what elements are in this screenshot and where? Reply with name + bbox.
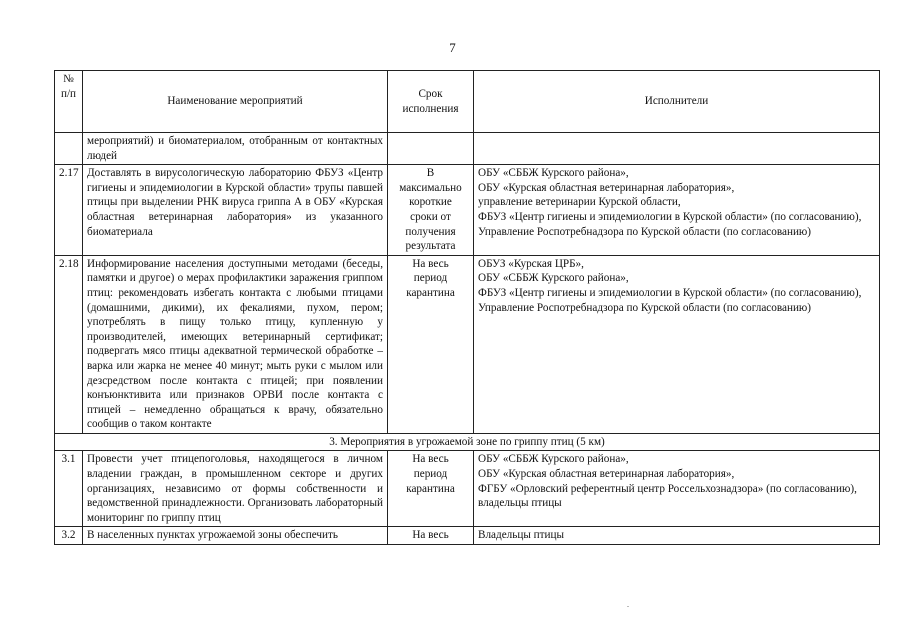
measure-name: Информирование населения доступными методами (беседы, памятки и другое) о мерах профилактики заражения гриппом птиц: рекомендовать избегать контакта с любыми птицами (домашними, дикими), их фекалиями, пухом, пером; употреблять в пищу только птицу, купленную у производителей, имеющих ветеринарный сертификат; подвергать мясо птицы адекватной термической обработке – варка или жарка не менее 40 минут; мыть руки с мылом или дезсредством после контакта с птицей; при появлении конъюнктивита или признаков ОРВИ после контакта с птицей – немедленно обращаться к врачу, обязательно сообщив о таком контакте [83,255,388,433]
executor-line: ОБУ «Курская областная ветеринарная лаборатория», [478,468,735,481]
executor-line: ОБУ «СББЖ Курского района», [478,167,629,180]
executors [474,255,880,433]
execution-term [388,451,474,527]
executor-line: ФБУЗ «Центр гигиены и эпидемиологии в Курской области» (по согласованию), [478,286,862,299]
table-row [55,165,880,256]
executors [474,527,880,545]
section-row [55,433,880,451]
row-number: 3.1 [55,451,83,527]
executors [474,133,880,165]
scan-speck [627,606,629,607]
measure-name: В населенных пунктах угрожаемой зоны обеспечить [83,527,388,545]
executor-line: ОБУЗ «Курская ЦРБ», [478,257,584,270]
table-row [55,133,880,165]
measure-name: мероприятий) и биоматериалом, отобранным от контактных людей [83,133,388,165]
header-num: № п/п [55,71,83,133]
executors [474,165,880,256]
header-executors: Исполнители [474,71,880,133]
table-row [55,451,880,527]
row-number: 2.18 [55,255,83,433]
term-line: карантина [406,482,455,495]
term-line: сроки от [410,210,451,223]
executor-line: ФГБУ «Орловский референтный центр Россельхознадзора» (по согласованию), [478,482,857,495]
execution-term [388,255,474,433]
header-term: Срок исполнения [388,71,474,133]
executor-line: владельцы птицы [478,497,562,510]
executor-line: Управление Роспотребнадзора по Курской области (по согласованию) [478,225,812,238]
measure-name: Провести учет птицепоголовья, находящегося в личном владении граждан, в промышленном секторе и других организациях, независимо от формы собственности и ведомственной принадлежности. Организовать лабораторный мониторинг по гриппу птиц [83,451,388,527]
term-line: период [413,468,448,481]
table-row [55,527,880,545]
row-number: 2.17 [55,165,83,256]
section-title: 3. Мероприятия в угрожаемой зоне по гриппу птиц (5 км) [55,433,880,451]
term-line: В [426,167,435,180]
executor-line: Владельцы птицы [478,529,565,542]
execution-term [388,527,474,545]
table-row [55,255,880,433]
executor-line: ОБУ «СББЖ Курского района», [478,272,629,285]
execution-term [388,133,474,165]
term-line: максимально [399,181,462,194]
executor-line: ОБУ «СББЖ Курского района», [478,453,629,466]
header-name: Наименование мероприятий [83,71,388,133]
term-line: получения [405,225,456,238]
term-line: На весь [412,529,449,542]
term-line: период [413,272,448,285]
row-number: 3.2 [55,527,83,545]
term-line: короткие [409,196,452,209]
term-line: На весь [412,453,449,466]
executor-line: ОБУ «Курская областная ветеринарная лаборатория», [478,181,735,194]
measure-name: Доставлять в вирусологическую лабораторию ФБУЗ «Центр гигиены и эпидемиологии в Курской области» трупы павшей птицы при выделении РНК вируса гриппа А в ОБУ «Курская областная ветеринарная лаборатория» из указанного биоматериала [83,165,388,256]
table-body [55,133,880,545]
executor-line: Управление Роспотребнадзора по Курской области (по согласованию) [478,301,812,314]
executor-line: управление ветеринарии Курской области, [478,196,681,209]
row-number [55,133,83,165]
executor-line: ФБУЗ «Центр гигиены и эпидемиологии в Курской области» (по согласованию), [478,210,862,223]
term-line: На весь [412,257,449,270]
table-header-row [55,71,880,133]
term-line: карантина [406,286,455,299]
executors [474,451,880,527]
term-line: результата [405,240,456,253]
execution-term [388,165,474,256]
page-number: 7 [449,40,456,55]
measures-table [54,70,880,545]
